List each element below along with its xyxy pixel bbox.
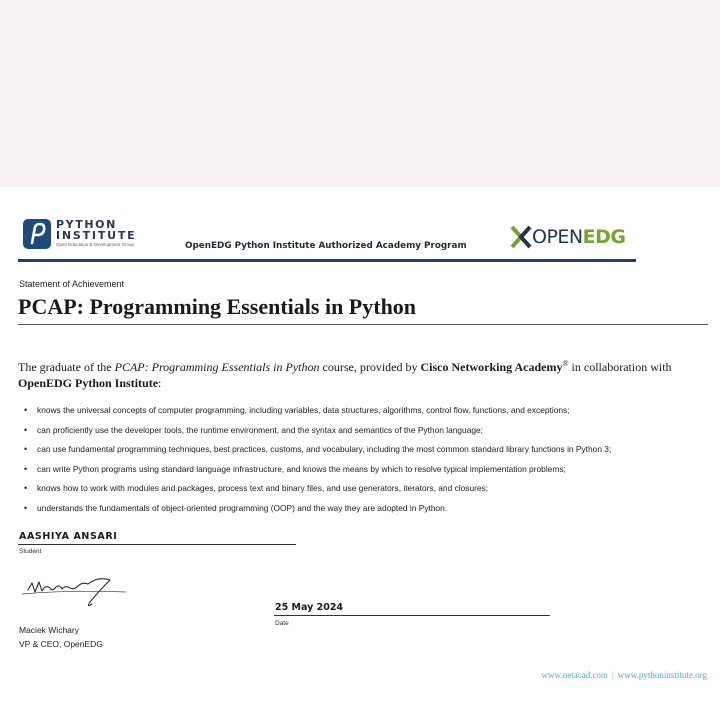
openedg-x-mark-icon	[510, 224, 532, 250]
statement-label: Statement of Achievement	[19, 279, 125, 289]
footer-link-netacad[interactable]: www.netacad.com	[541, 670, 608, 680]
intro-partner: OpenEDG Python Institute	[18, 376, 159, 390]
skill-item: • knows how to work with modules and packages, process text and binary files, and use generators, iterators, and closures;	[24, 481, 611, 501]
openedg-word-edg: EDG	[582, 226, 626, 248]
signer-name: Maciek Wichary	[19, 625, 79, 635]
skill-item: • understands the fundamentals of object-oriented programming (OOP) and the way they are adopted in Python.	[24, 501, 611, 521]
intro-text-2: course, provided by	[319, 360, 421, 374]
handwritten-signature-icon	[18, 570, 130, 614]
course-title: PCAP: Programming Essentials in Python	[18, 294, 417, 319]
intro-text-4: :	[158, 376, 162, 390]
intro-text-1: The graduate of the	[18, 360, 115, 374]
student-signature-line	[18, 544, 296, 545]
date-value: 25 May 2024	[275, 602, 344, 613]
registered-mark: ®	[562, 359, 569, 368]
student-label: Student	[19, 548, 42, 555]
skills-list	[24, 403, 611, 521]
footer-link-pythoninstitute[interactable]: www.pythoninstitute.org	[617, 670, 707, 680]
signer-title: VP & CEO, OpenEDG	[19, 639, 103, 649]
title-divider	[18, 324, 708, 325]
python-institute-logo	[23, 219, 136, 249]
student-name: AASHIYA ANSARI	[19, 531, 118, 542]
intro-paragraph	[18, 356, 710, 391]
footer-links	[542, 670, 707, 680]
program-name: OpenEDG Python Institute Authorized Academy Program	[185, 241, 467, 251]
date-label: Date	[275, 620, 289, 627]
logo-line-institute: INSTITUTE	[56, 229, 137, 242]
openedg-logo	[510, 224, 626, 250]
intro-text-3: in collaboration with	[568, 360, 672, 374]
skill-item: • can proficiently use the developer tools, the runtime environment, and the syntax and semantics of the Python language;	[24, 423, 611, 443]
skill-item: • can write Python programs using standard language infrastructure, and knows the means by which to resolve typical implementation problems;	[24, 462, 611, 482]
skill-item: • can use fundamental programming techniques, best practices, customs, and vocabulary, including the most common standard library functions in Python 3;	[24, 442, 611, 462]
intro-course-name: PCAP: Programming Essentials in Python	[114, 360, 320, 374]
footer-separator: |	[611, 670, 614, 680]
intro-provider: Cisco Networking Academy	[420, 360, 563, 374]
skill-item: • knows the universal concepts of computer programming, including variables, data structures, algorithms, control flow, functions, and exceptions;	[24, 403, 611, 423]
logo-line-python: PYTHON	[56, 218, 117, 231]
logo-tagline: Open Education & Development Group	[56, 242, 135, 247]
python-institute-logo-icon	[23, 219, 51, 249]
header-divider	[18, 259, 636, 262]
openedg-word-open: OPEN	[532, 226, 583, 248]
date-line	[274, 615, 550, 616]
viewer-background	[0, 0, 720, 187]
